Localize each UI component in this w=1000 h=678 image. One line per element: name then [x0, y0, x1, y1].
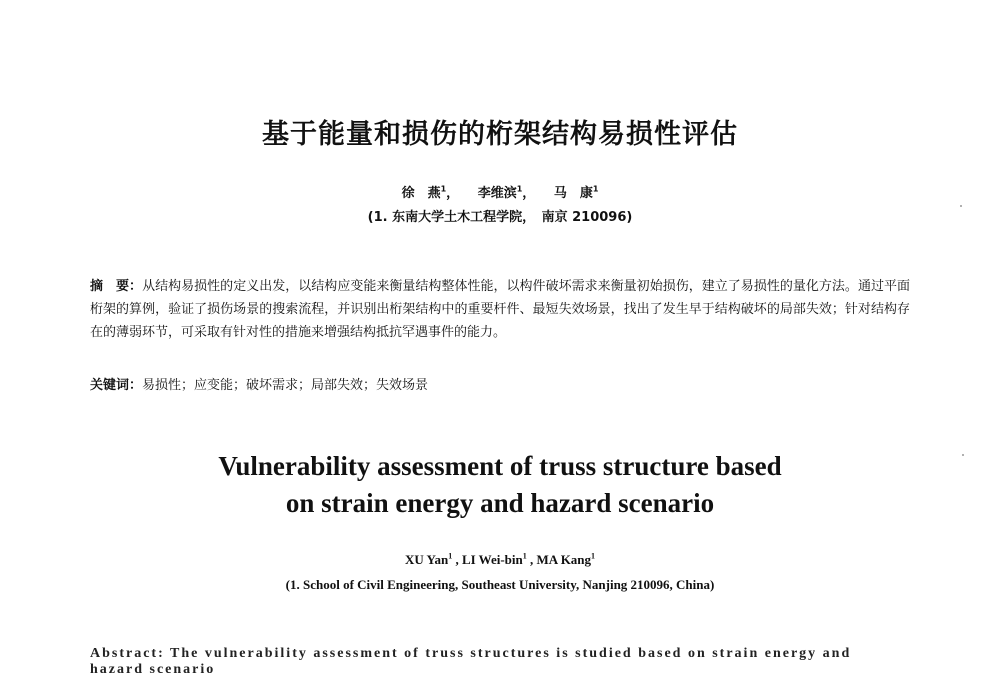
- english-title: [0, 448, 1000, 522]
- chinese-affiliation: (1. 东南大学土木工程学院， 南京 210096): [367, 210, 633, 225]
- keywords-label: 关键词：: [90, 378, 143, 393]
- author-affil-mark: 1: [592, 184, 599, 194]
- author-affil-mark: 1: [516, 184, 523, 194]
- author-separator: ,: [452, 552, 462, 567]
- abstract-text: 从结构易损性的定义出发，以结构应变能来衡量结构整体性能，以构件破坏需求来衡量初始损伤，建立了易损性的量化方法。通过平面桁架的算例，验证了损伤场景的搜索流程，并识别出桁架结构中的重要杆件、最短失效场景，找出了发生早于结构破坏的局部失效；针对结构存在的薄弱环节，可采取有针对性的措施来增强结构抵抗罕遇事件的能力。: [90, 279, 910, 340]
- chinese-keywords: [90, 374, 910, 397]
- author-affil-mark: 1: [440, 184, 447, 194]
- english-abstract-cutoff: [90, 640, 910, 677]
- cutoff-text: Abstract: The vulnerability assessment of truss structures is studied based on strain energy and hazard scenario: [90, 646, 852, 677]
- author-name: 李维滨: [477, 186, 517, 201]
- abstract-label: 摘 要：: [90, 279, 143, 294]
- chinese-authors: [0, 182, 1000, 201]
- scan-speck: [960, 205, 962, 207]
- author-name: XU Yan: [404, 552, 449, 567]
- author-name: 马 康: [553, 186, 593, 201]
- author-separator: ，: [446, 186, 460, 201]
- scan-speck: [962, 454, 964, 456]
- chinese-abstract: [90, 275, 910, 344]
- author-affil-mark: 1: [591, 551, 596, 561]
- english-authors: [0, 552, 1000, 568]
- author-affil-mark: 1: [448, 551, 453, 561]
- author-separator: ,: [526, 552, 537, 567]
- author-name: LI Wei-bin: [461, 552, 523, 567]
- author-separator: ，: [522, 186, 536, 201]
- author-affil-mark: 1: [522, 551, 527, 561]
- author-name: MA Kang: [536, 552, 592, 567]
- author-name: 徐 燕: [401, 186, 441, 201]
- chinese-title: 基于能量和损伤的桁架结构易损性评估: [262, 119, 738, 150]
- english-title-line-1: Vulnerability assessment of truss structure based: [218, 451, 782, 481]
- english-title-line-2: on strain energy and hazard scenario: [285, 488, 715, 518]
- english-affiliation: (1. School of Civil Engineering, Southeast University, Nanjing 210096, China): [285, 577, 715, 592]
- keywords-text: 易损性；应变能；破坏需求；局部失效；失效场景: [142, 378, 429, 393]
